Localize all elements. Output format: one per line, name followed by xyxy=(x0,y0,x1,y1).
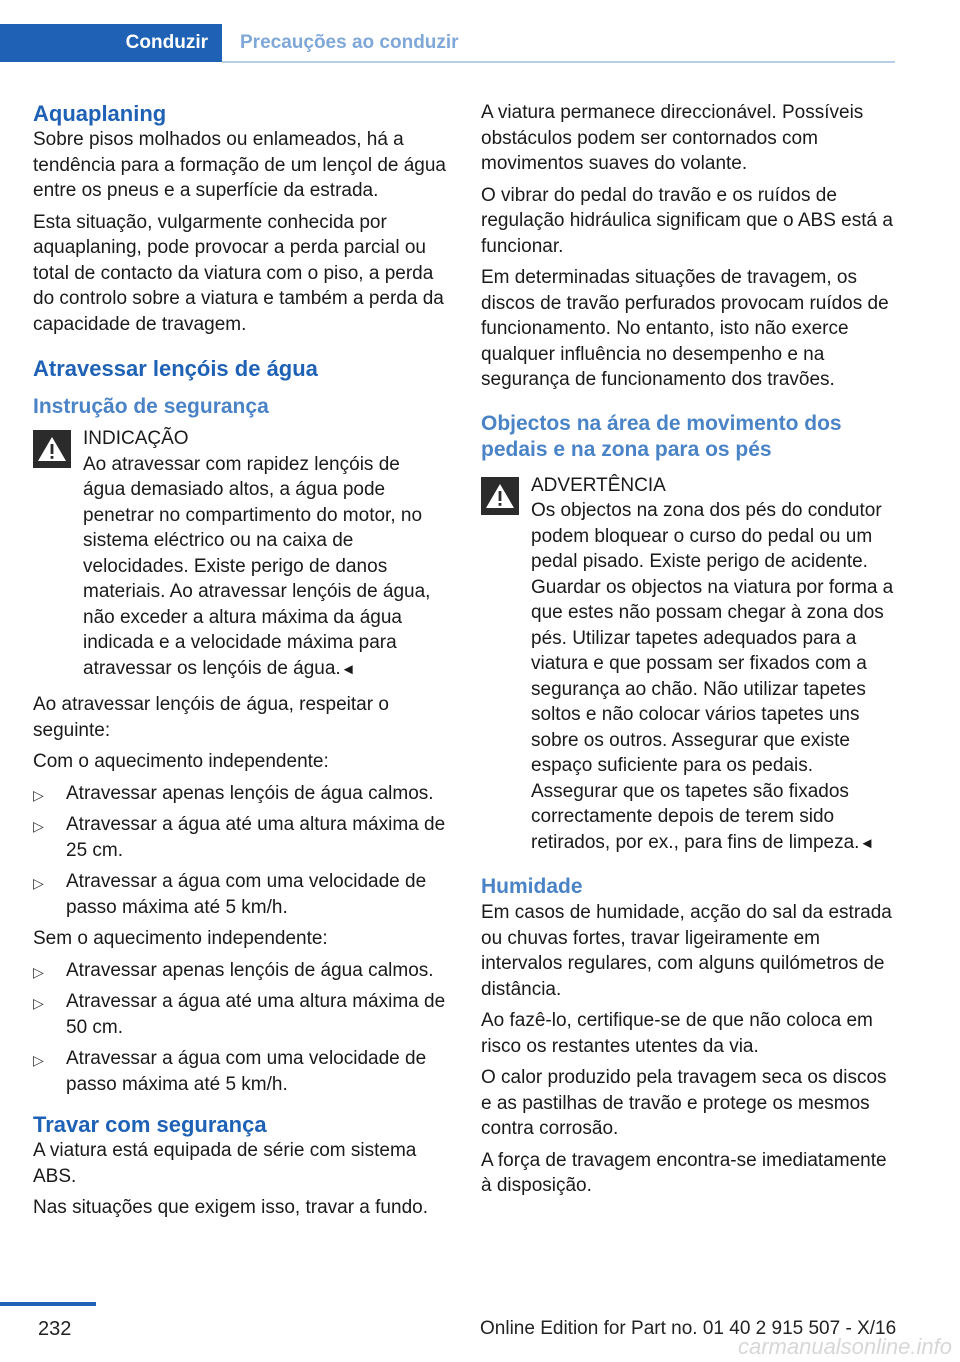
end-mark: ◄ xyxy=(340,660,356,678)
aquaplaning-paragraph-1: Sobre pisos molhados ou enlameados, há a tendência para a formação de um lençol de água entre os pneus e a superfície da estrada. xyxy=(33,129,446,201)
pedal-area-objects-heading: Objectos na área de movimento dos pedais e na zona para os pés xyxy=(481,411,842,461)
section-tab[interactable]: Precauções ao conduzir xyxy=(240,32,459,53)
bullet-icon: ▷ xyxy=(33,963,44,980)
site-watermark: carmanualsonline.info xyxy=(737,1334,952,1359)
humidity-paragraph-2: Ao fazê-lo, certifique-se de que não coloca em risco os restantes utentes da via. xyxy=(481,1010,873,1057)
list-item: ▷ Atravessar a água com uma velocidade de passo máxima até 5 km/h. xyxy=(33,871,427,918)
end-mark: ◄ xyxy=(859,834,875,852)
page-header xyxy=(0,24,895,64)
without-heater-label: Sem o aquecimento independente: xyxy=(33,928,328,949)
safe-braking-heading: Travar com segurança xyxy=(33,1112,267,1137)
with-heater-list xyxy=(33,781,447,921)
edition-note: Online Edition for Part no. 01 40 2 915 507 - X/16 xyxy=(480,1318,897,1339)
humidity-paragraph-1: Em casos de humidade, acção do sal da estrada ou chuvas fortes, travar ligeiramente em intervalos regulares, com alguns quilómetros de distância. xyxy=(481,902,892,1000)
header-rule xyxy=(222,61,895,63)
humidity-paragraph-3: O calor produzido pela travagem seca os discos e as pastilhas de travão e protege os mesmos contra corrosão. xyxy=(481,1067,887,1139)
bullet-icon: ▷ xyxy=(33,875,44,891)
list-item: ▷ Atravessar a água com uma velocidade de passo máxima até 5 km/h. xyxy=(33,1048,427,1095)
abs-paragraph: O vibrar do pedal do travão e os ruídos de regulação hidráulica significam que o ABS está a funcionar. xyxy=(481,184,893,257)
notice-label: INDICAÇÃO xyxy=(83,428,189,449)
safety-instruction-heading: Instrução de segurança xyxy=(33,395,269,418)
steering-paragraph: A viatura permanece direccionável. Possíveis obstáculos podem ser contornados com movimentos suaves do volante. xyxy=(481,102,864,174)
without-heater-list xyxy=(33,958,447,1098)
braking-paragraph-1: A viatura está equipada de série com sistema ABS. xyxy=(33,1140,417,1187)
water-crossing-heading: Atravessar lençóis de água xyxy=(33,356,318,381)
left-column xyxy=(33,100,447,1227)
braking-paragraph-2: Nas situações que exigem isso, travar a fundo. xyxy=(33,1197,428,1218)
bullet-icon: ▷ xyxy=(33,818,44,834)
notice-text: Ao atravessar com rapidez lençóis de água demasiado altos, a água pode penetrar no compartimento do motor, no sistema eléctrico ou na caixa de velocidades. Existe perigo de danos materiais. Ao atravessar lençóis de água, não exceder a altura máxima da água indicada e a velocidade máxima para atravessar os lençóis de água. xyxy=(83,453,431,679)
warning-label: ADVERTÊNCIA xyxy=(531,474,666,496)
with-heater-label: Com o aquecimento independente: xyxy=(33,751,329,772)
page-number: 232 xyxy=(38,1318,72,1340)
right-column xyxy=(481,100,895,1205)
footer-rule xyxy=(0,1302,96,1306)
list-item: ▷ Atravessar apenas lençóis de água calmos. xyxy=(33,958,447,984)
humidity-paragraph-4: A força de travagem encontra-se imediatamente à disposição. xyxy=(481,1149,887,1196)
aquaplaning-heading: Aquaplaning xyxy=(33,101,167,126)
warning-triangle-icon xyxy=(481,477,519,515)
aquaplaning-paragraph-2: Esta situação, vulgarmente conhecida por aquaplaning, pode provocar a perda parcial ou total de contacto da viatura com o piso, a perda do controlo sobre a viatura e também a perda da capacidade de travagem. xyxy=(33,211,444,335)
list-item: ▷ Atravessar a água até uma altura máxima de 50 cm. xyxy=(33,991,446,1038)
list-item: ▷ Atravessar a água até uma altura máxima de 25 cm. xyxy=(33,814,446,861)
warning-block xyxy=(481,473,895,857)
notice-block xyxy=(33,426,447,682)
bullet-icon: ▷ xyxy=(33,1052,44,1068)
list-item: ▷ Atravessar apenas lençóis de água calmos. xyxy=(33,781,447,807)
brake-discs-paragraph: Em determinadas situações de travagem, os discos de travão perfurados provocam ruídos de funcionamento. No entanto, isto não exerce qualquer influência no desempenho e na segurança de funcionamento dos travões. xyxy=(481,267,889,390)
warning-triangle-icon xyxy=(33,430,71,468)
humidity-heading: Humidade xyxy=(481,875,583,898)
bullet-icon: ▷ xyxy=(33,995,44,1011)
bullet-icon: ▷ xyxy=(33,786,44,803)
warning-text: Os objectos na zona dos pés do condutor podem bloquear o curso do pedal ou um pedal pisado. Existe perigo de acidente. Guardar os objectos na viatura por forma a que estes não possam chegar à zona dos pés. Utilizar tapetes adequados para a viatura e que possam ser fixados com a segurança ao chão. Não utilizar tapetes soltos e não colocar vários tapetes uns sobre os outros. Assegurar que existe espaço suficiente para os pedais. Assegurar que os tapetes são fixados correctamente depois de terem sido retirados, por ex., para fins de limpeza. xyxy=(531,500,894,853)
chapter-tab[interactable]: Conduzir xyxy=(0,24,222,62)
observe-paragraph: Ao atravessar lençóis de água, respeitar o seguinte: xyxy=(33,694,389,741)
